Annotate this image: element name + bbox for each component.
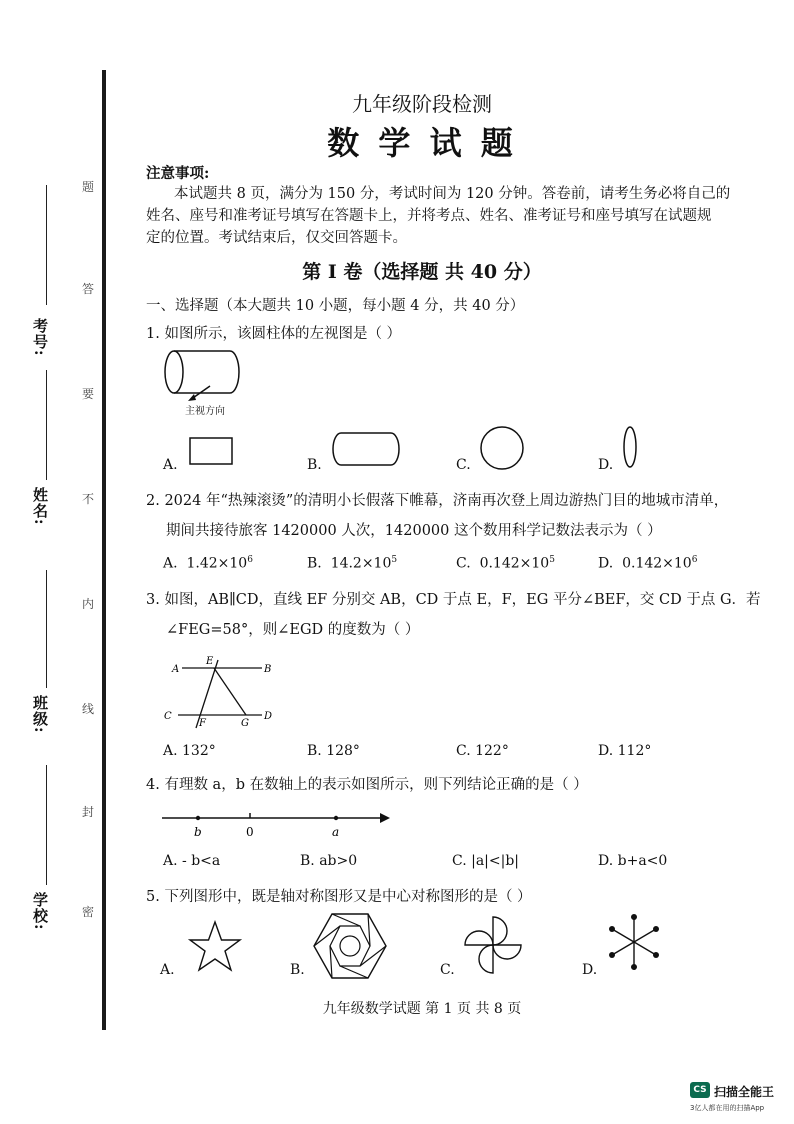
seal-char: 题 xyxy=(82,180,95,194)
q5-option-c-label: C. xyxy=(440,962,455,978)
q1-option-a-label: A. xyxy=(163,457,178,473)
asterisk-shape xyxy=(604,912,664,972)
binding-line xyxy=(102,70,106,1030)
q4-option-b: B. ab>0 xyxy=(300,853,358,869)
point-label: E xyxy=(206,656,214,667)
camscanner-logo: CS xyxy=(690,1082,710,1098)
option-base: 0.142×10 xyxy=(479,555,550,572)
hexagon-pattern-shape xyxy=(312,910,388,982)
pinwheel-shape xyxy=(462,912,524,978)
question-2-line-1: 2. 2024 年“热辣滚烫”的清明小长假落下帷幕，济南再次登上周边游热门目的地城市清单， xyxy=(146,493,729,509)
q5-option-b-label: B. xyxy=(290,962,305,978)
notice-line: 本试题共 8 页，满分为 150 分，考试时间为 120 分钟。答卷前，请考生务必将自己的 xyxy=(174,186,731,202)
option-label: D. xyxy=(598,555,614,572)
q4-option-d: D. b+a<0 xyxy=(598,853,668,869)
option-label: A. xyxy=(163,555,178,572)
question-5-text: 5. 下列图形中，既是轴对称图形又是中心对称图形的是（ ） xyxy=(146,889,532,905)
q1-option-c-figure xyxy=(478,424,526,472)
view-direction-label: 主视方向 xyxy=(185,406,225,417)
camscanner-tagline: 3亿人都在用的扫描App xyxy=(690,1104,765,1112)
exam-title: 数 学 试 题 xyxy=(327,124,517,162)
question-4-text: 4. 有理数 a，b 在数轴上的表示如图所示，则下列结论正确的是（ ） xyxy=(146,777,588,793)
q1-option-a-figure xyxy=(188,436,236,468)
option-exponent: 6 xyxy=(691,555,698,565)
option-label: C. xyxy=(456,555,471,572)
section-heading: 一、选择题（本大题共 10 小题，每小题 4 分，共 40 分） xyxy=(146,298,525,314)
seal-char: 内 xyxy=(82,597,95,611)
question-1-text: 1. 如图所示，该圆柱体的左视图是（ ） xyxy=(146,326,402,342)
exam-subtitle: 九年级阶段检测 xyxy=(352,92,492,116)
exam-number-blank xyxy=(46,185,47,305)
seal-char: 密 xyxy=(82,905,95,919)
q1-option-c-label: C. xyxy=(456,457,471,473)
point-label: F xyxy=(199,718,206,729)
q1-option-b-label: B. xyxy=(307,457,322,473)
camscanner-brand: 扫描全能王 xyxy=(714,1085,775,1099)
question-3-line-2: ∠FEG=58°，则∠EGD 的度数为（ ） xyxy=(166,622,420,638)
seal-char: 不 xyxy=(82,492,95,506)
page-footer: 九年级数学试题 第 1 页 共 8 页 xyxy=(322,1001,522,1017)
point-label: A xyxy=(172,664,180,675)
q4-option-c: C. |a|<|b| xyxy=(452,853,520,869)
q1-option-b-figure xyxy=(331,430,403,468)
option-exponent: 6 xyxy=(247,555,253,565)
class-blank xyxy=(46,570,47,688)
option-base: 1.42×10 xyxy=(186,555,248,572)
school-blank xyxy=(46,765,47,885)
option-base: 0.142×10 xyxy=(622,555,692,572)
number-line-figure xyxy=(158,804,398,844)
point-label: B xyxy=(264,664,272,675)
q2-option-c xyxy=(456,555,555,572)
seal-char: 线 xyxy=(82,702,95,716)
name-blank xyxy=(46,370,47,480)
parallel-lines-figure xyxy=(160,650,280,730)
notice-line: 姓名、座号和准考证号填写在答题卡上，并将考点、姓名、准考证号和座号填写在试题规 xyxy=(146,208,712,224)
q2-option-d xyxy=(598,555,697,572)
q3-option-b: B. 128° xyxy=(307,743,360,759)
axis-label-zero: 0 xyxy=(246,825,254,839)
exam-number-label: 考号: xyxy=(31,318,49,357)
point-label: G xyxy=(241,718,249,729)
q4-option-a: A. - b<a xyxy=(163,853,221,869)
question-2-line-2: 期间共接待旅客 1420000 人次，1420000 这个数用科学记数法表示为（ ） xyxy=(166,523,662,539)
class-label: 班级: xyxy=(31,695,49,734)
q2-option-a xyxy=(163,555,253,572)
q5-option-a-label: A. xyxy=(160,962,175,978)
point-label: C xyxy=(164,711,172,722)
q3-option-c: C. 122° xyxy=(456,743,509,759)
q3-option-d: D. 112° xyxy=(598,743,652,759)
q3-option-a: A. 132° xyxy=(163,743,216,759)
school-label: 学校: xyxy=(31,892,49,931)
name-label: 姓名: xyxy=(31,487,49,526)
axis-label-a: a xyxy=(332,825,340,839)
q2-option-b xyxy=(307,555,397,572)
option-exponent: 5 xyxy=(391,555,398,565)
question-3-line-1: 3. 如图，AB∥CD，直线 EF 分别交 AB，CD 于点 E，F，EG 平分∠BEF，交 CD 于点 G．若 xyxy=(146,592,761,608)
option-exponent: 5 xyxy=(549,555,555,565)
section-title: 第 I 卷（选择题 共 40 分） xyxy=(302,261,542,283)
seal-char: 封 xyxy=(82,805,95,819)
star-shape xyxy=(186,920,244,976)
point-label: D xyxy=(264,711,273,722)
option-label: B. xyxy=(307,555,322,572)
notice-heading: 注意事项: xyxy=(146,165,210,182)
q5-option-d-label: D. xyxy=(582,962,598,978)
q1-option-d-figure xyxy=(620,424,640,470)
q1-option-d-label: D. xyxy=(598,457,614,473)
notice-line: 定的位置。考试结束后，仅交回答题卡。 xyxy=(146,230,407,246)
seal-char: 答 xyxy=(82,282,95,296)
seal-char: 要 xyxy=(82,387,95,401)
option-base: 14.2×10 xyxy=(330,555,392,572)
axis-label-b: b xyxy=(194,825,202,839)
